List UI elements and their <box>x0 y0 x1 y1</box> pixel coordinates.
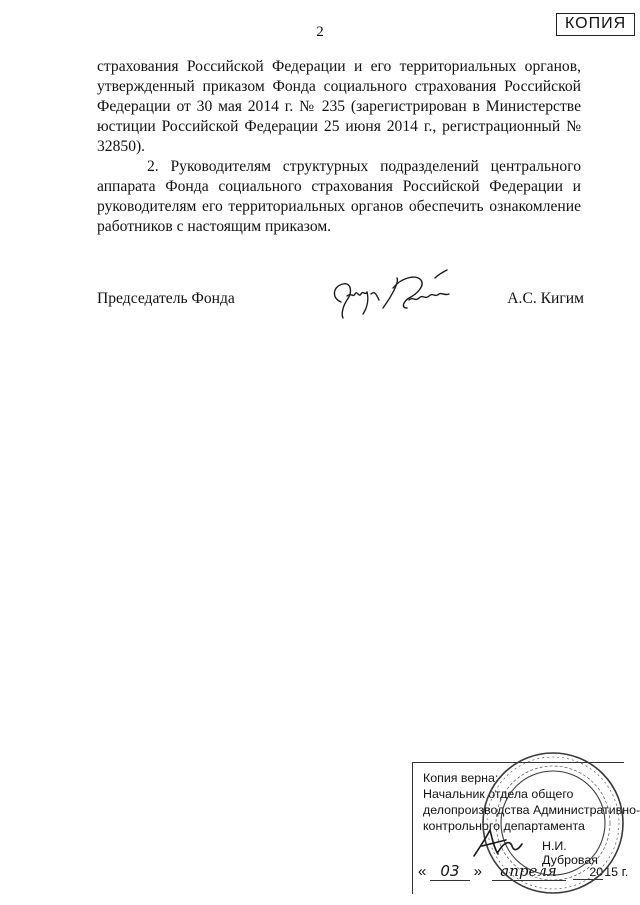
signatory-name: А.С. Кигим <box>507 290 584 307</box>
date-year-unit: г. <box>621 864 629 879</box>
certifier-position-line1: Начальник отдела общего <box>423 787 574 801</box>
date-day: 03 <box>430 862 470 881</box>
certification-label: Копия верна: <box>423 771 499 785</box>
date-month: апреля <box>492 862 566 881</box>
certifier-position-line2: делопроизводства Административно- <box>423 803 640 817</box>
paragraph-1: страхования Российской Федерации и его территориальных органов, утвержденный приказом Фонда социального страхования Российской Федерации от 30 мая 2014 г. № 235 (зарегистрирован в Министерстве юстиции Российской Федерации 25 июня 2014 г., регистрационный № 32850). <box>97 58 581 155</box>
paragraph-2: 2. Руководителям структурных подразделений центрального аппарата Фонда социального страхования Российской Федерации и руководителям его территориальных органов обеспечить ознакомление работников с настоящим приказом. <box>97 158 581 235</box>
handwritten-signature <box>323 264 463 334</box>
date-open-quote: « <box>418 863 427 880</box>
signature-row <box>97 288 584 328</box>
date-close-quote: » <box>473 863 482 880</box>
body-text <box>97 57 581 237</box>
signatory-title: Председатель Фонда <box>97 290 235 307</box>
round-seal-icon <box>478 748 628 898</box>
certifier-position-line3: контрольного департамента <box>423 819 585 833</box>
page-number: 2 <box>316 24 324 40</box>
date-year-prefix: 20 <box>573 865 603 880</box>
copy-stamp: КОПИЯ <box>556 13 635 36</box>
certifier-name: Н.И. Дубровая <box>542 839 598 867</box>
date-year-suffix: 15 <box>604 865 618 879</box>
certifier-signature <box>468 826 538 862</box>
